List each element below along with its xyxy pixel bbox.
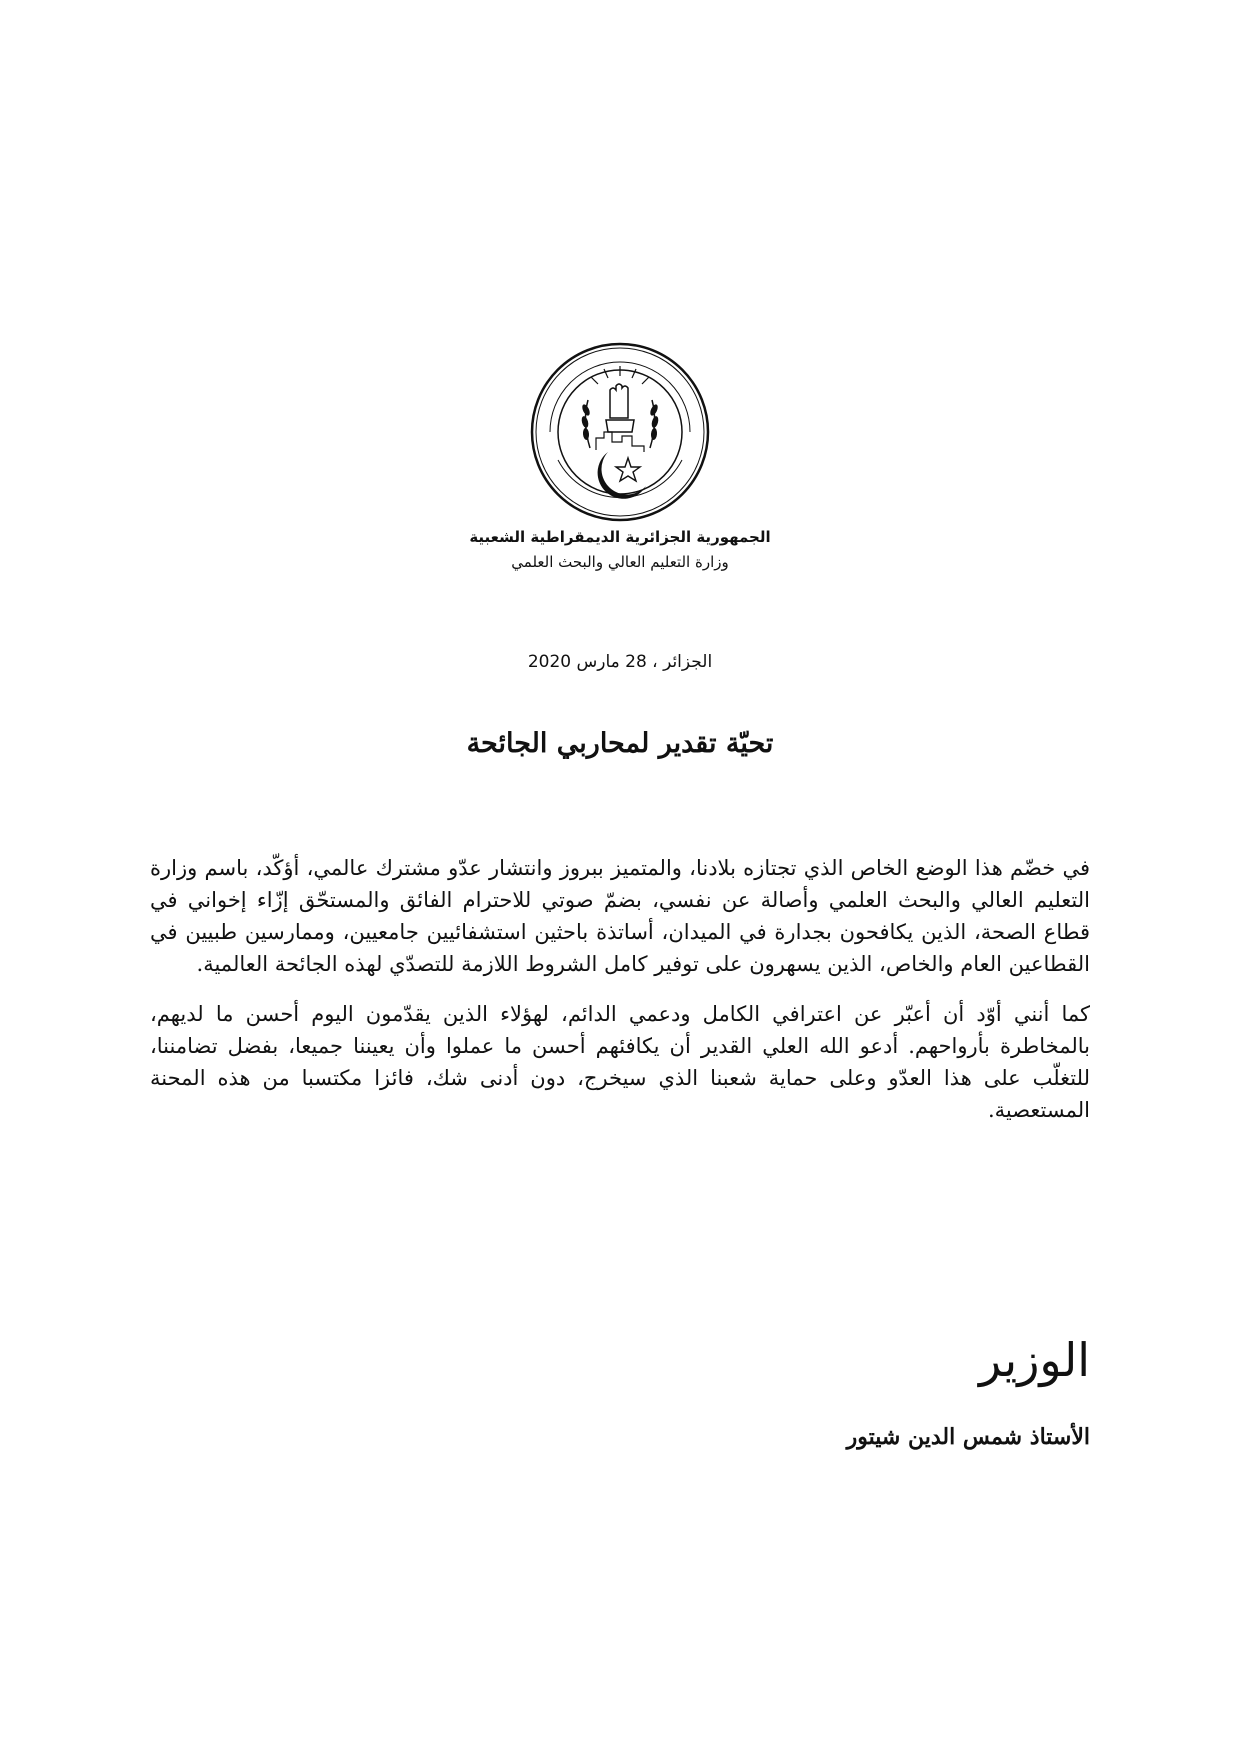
emblem-graphic <box>528 340 712 524</box>
letterhead <box>320 526 920 574</box>
body-paragraph: في خضّم هذا الوضع الخاص الذي تجتازه بلادنا، والمتميز ببروز وانتشار عدّو مشترك عالمي، أؤكّد، باسم وزارة التعليم العالي والبحث العلمي وأصالة عن نفسي، بضمّ صوتي للاحترام الفائق والمستحّق إزّاء إخواني في قطاع الصحة، الذين يكافحون بجدارة في الميدان، أساتذة باحثين استشفائيين جامعيين، وممارسين طبيين في القطاعين العام والخاص، الذين يسهرون على توفير كامل الشروط اللازمة للتصدّي لهذه الجائحة العالمية. <box>150 856 1090 976</box>
republic-name: الجمهورية الجزائرية الديمقراطية الشعبية <box>469 528 771 546</box>
signature-role: الوزير <box>979 1333 1090 1387</box>
letter-date: الجزائر ، 28 مارس 2020 <box>527 652 713 672</box>
body-paragraph: كما أنني أوّد أن أعبّر عن اعترافي الكامل ودعمي الدائم، لهؤلاء الذين يقدّمون اليوم أحسن ما لديهم، بالمخاطرة بأرواحهم. أدعو الله العلي القدير أن يكافئهم أحسن ما عملوا وأن يعيننا جميعا، بفضل تضامننا، للتغلّب على هذا العدّو وعلى حماية شعبنا الذي سيخرج، دون أدنى شك، فائزا مكتسبا من هذه المحنة المستعصية. <box>150 1002 1090 1122</box>
national-emblem-seal <box>528 340 712 524</box>
signatory-name: الأستاذ شمس الدين شيتور <box>846 1424 1090 1450</box>
letter-title: تحيّة تقدير لمحاربي الجائحة <box>466 728 774 759</box>
ministry-name: وزارة التعليم العالي والبحث العلمي <box>511 553 729 571</box>
letter-body <box>150 852 1090 1144</box>
